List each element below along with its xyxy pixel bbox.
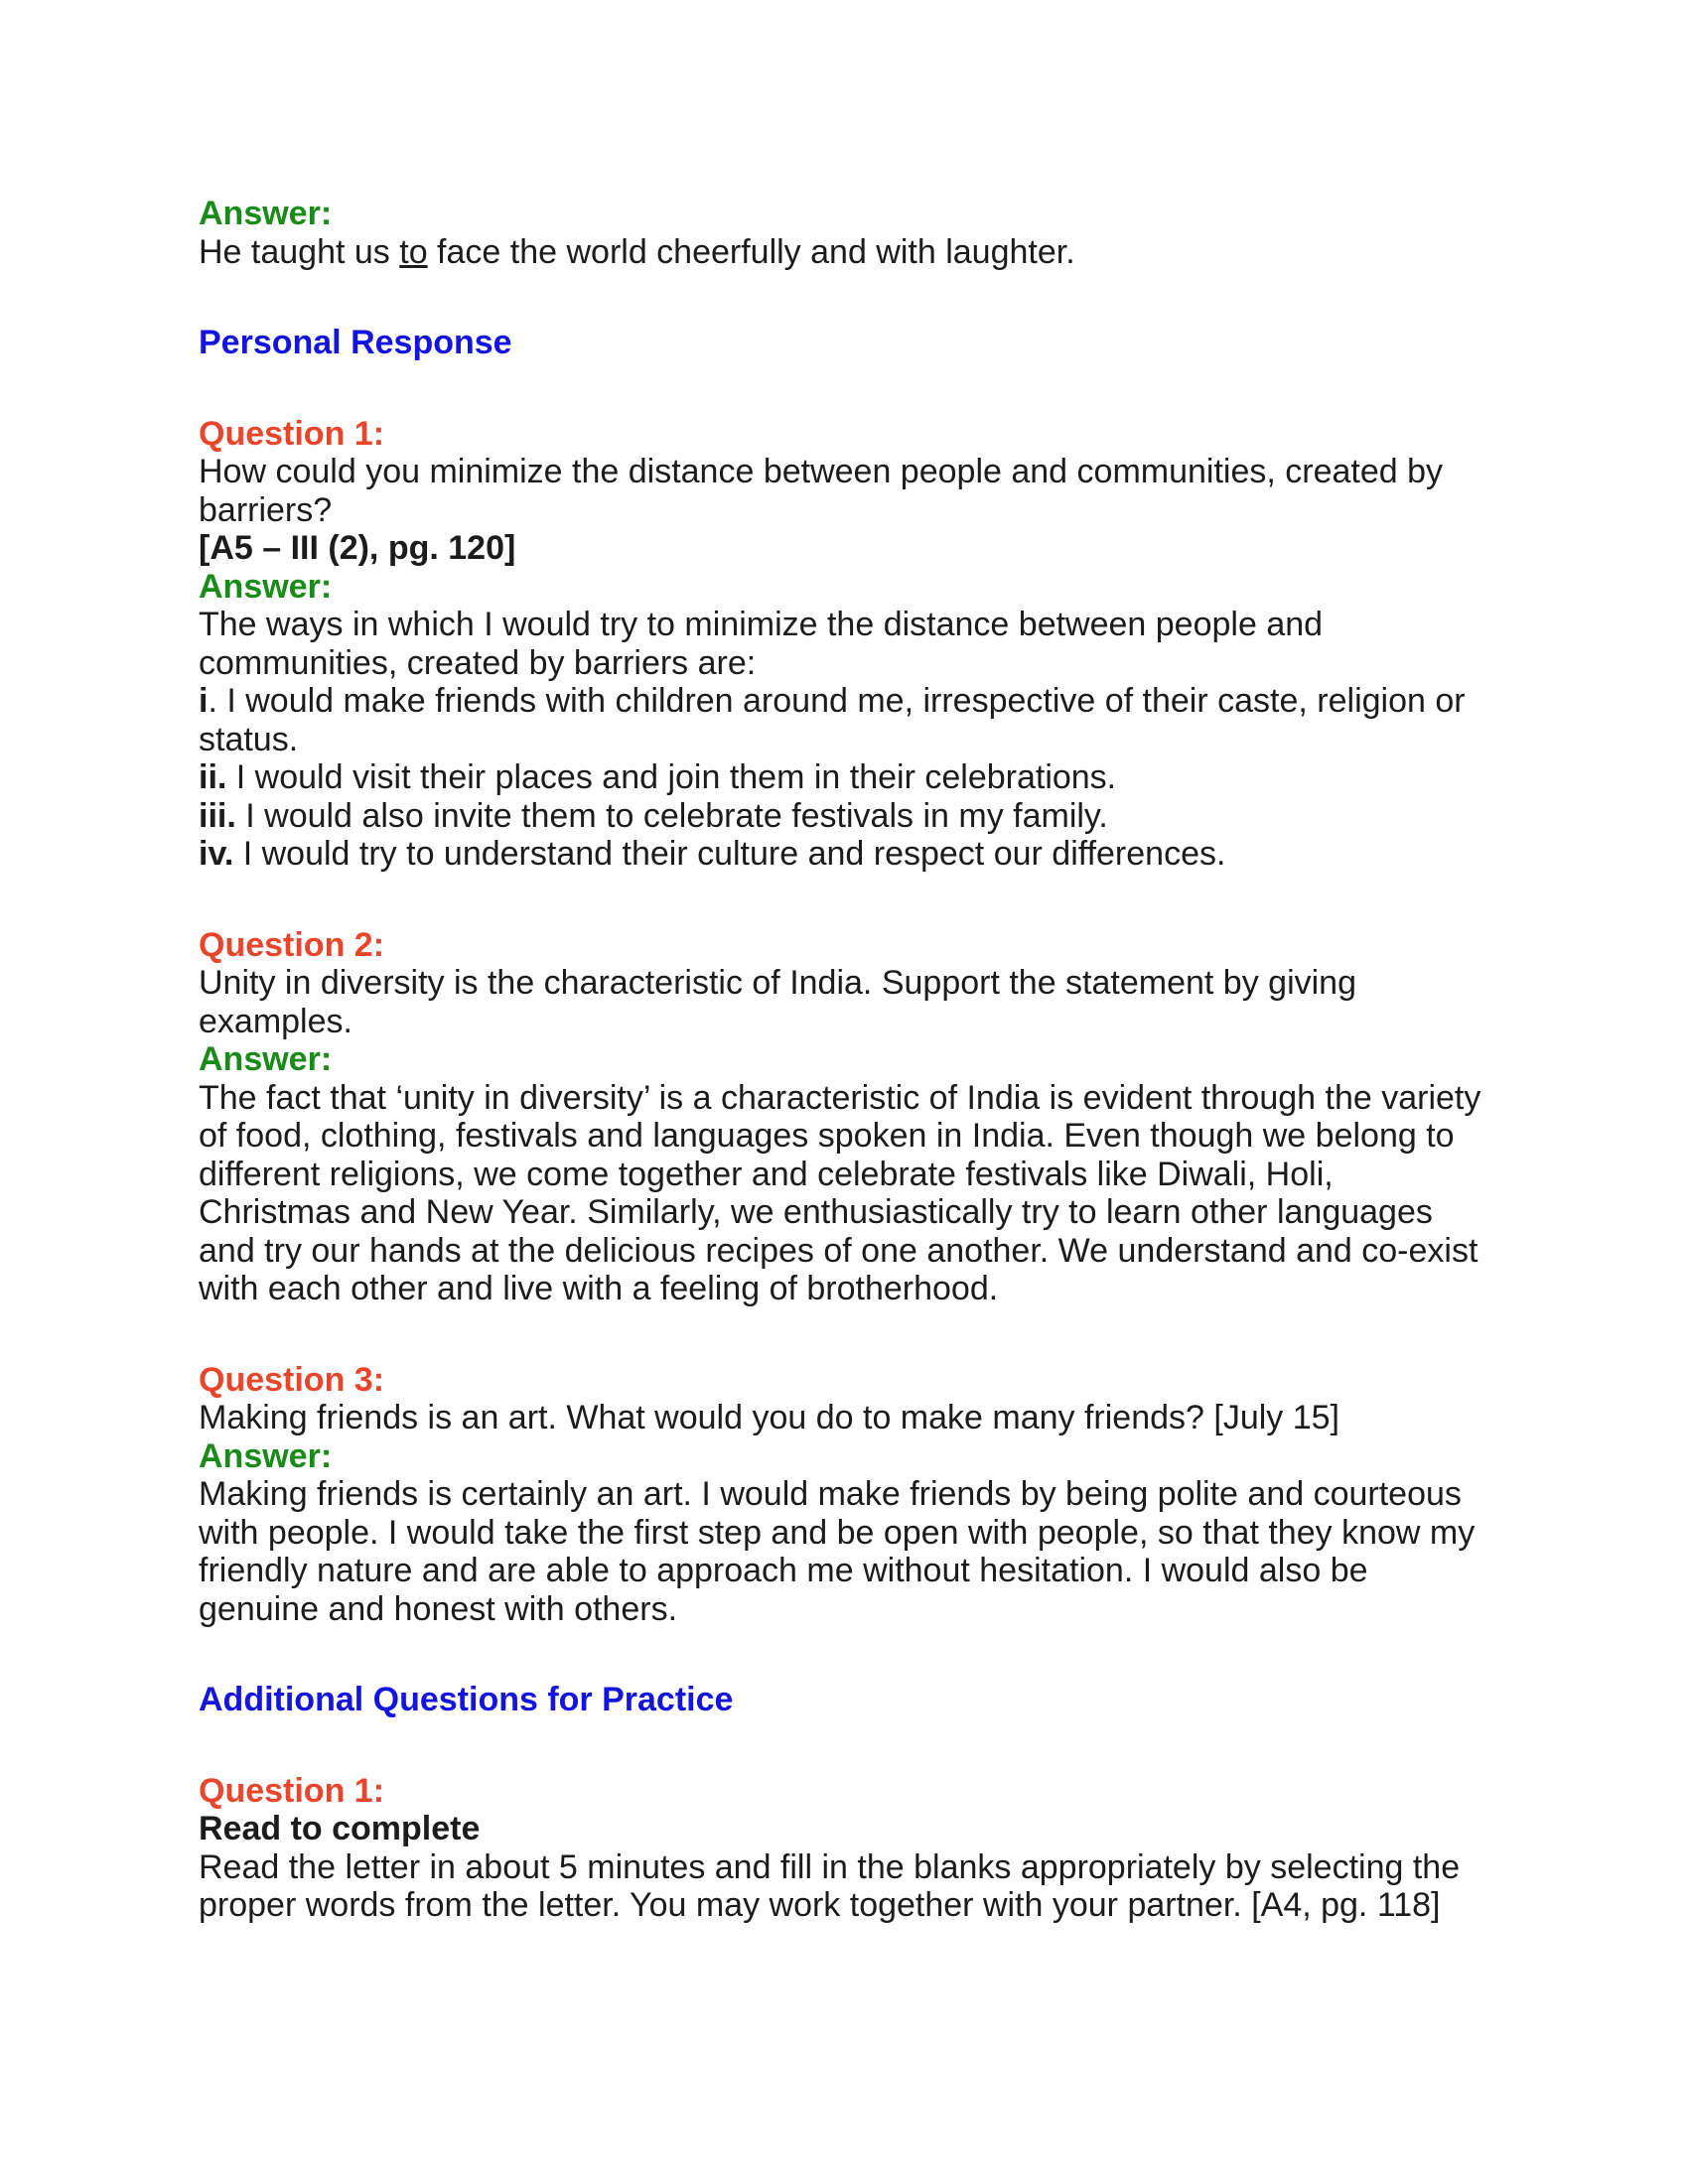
question-1-reference: [A5 – III (2), pg. 120] xyxy=(199,529,516,567)
question-2-label: Question 2: xyxy=(199,925,385,964)
question-2-answer-label: Answer: xyxy=(199,1040,333,1078)
question-2-answer-text: The fact that ‘unity in diversity’ is a characteristic of India is evident through the variety of food, clothing, festivals and languages spoken in India. Even though we belong to different religions, we come together and celebrate festivals like Diwali, Holi, Christmas and New Year. Similarly, we enthusiastically try to learn other languages and try our hands at the delicious recipes of one another. We understand and co-exist with each other and live with a feeling of brotherhood. xyxy=(199,1078,1481,1307)
question-3-text: Making friends is an art. What would you do to make many friends? [July 15] xyxy=(199,1399,1339,1436)
additional-question-1-subtitle: Read to complete xyxy=(199,1810,481,1847)
question-1-point-iv: iv. I would try to understand their culture and respect our differences. xyxy=(199,835,1226,873)
answer-text: He taught us to face the world cheerfully and with laughter. xyxy=(199,232,1075,271)
question-1-answer-label: Answer: xyxy=(199,567,333,606)
additional-question-1-text: Read the letter in about 5 minutes and fill in the blanks appropriately by selecting the proper words from the letter. You may work together with your partner. [A4, pg. 118] xyxy=(199,1847,1461,1924)
question-1-point-iii: iii. I would also invite them to celebrate festivals in my family. xyxy=(199,796,1108,835)
question-1-label: Question 1: xyxy=(199,414,385,453)
question-3-answer-text: Making friends is certainly an art. I would make friends by being polite and courteous with people. I would take the first step and be open with people, so that they know my friendly nature and are able to approach me without hesitation. I would also be genuine and honest with others. xyxy=(199,1475,1476,1628)
question-3-label: Question 3: xyxy=(199,1360,385,1399)
question-1-answer-intro: The ways in which I would try to minimize the distance between people and communities, created by barriers are: xyxy=(199,606,1324,682)
additional-question-1-label: Question 1: xyxy=(199,1771,385,1810)
section-heading-additional-questions: Additional Questions for Practice xyxy=(199,1681,734,1718)
question-1-point-i: i. I would make friends with children around me, irrespective of their caste, religion or status. xyxy=(199,682,1466,758)
question-2-text: Unity in diversity is the characteristic of India. Support the statement by giving examples. xyxy=(199,964,1356,1040)
question-1-text: How could you minimize the distance between people and communities, created by barriers? xyxy=(199,453,1444,529)
document-page xyxy=(199,195,1489,1925)
answer-label: Answer: xyxy=(199,195,333,232)
question-1-point-ii: ii. I would visit their places and join them in their celebrations. xyxy=(199,758,1117,796)
question-3-answer-label: Answer: xyxy=(199,1436,333,1475)
section-heading-personal-response: Personal Response xyxy=(199,324,512,361)
